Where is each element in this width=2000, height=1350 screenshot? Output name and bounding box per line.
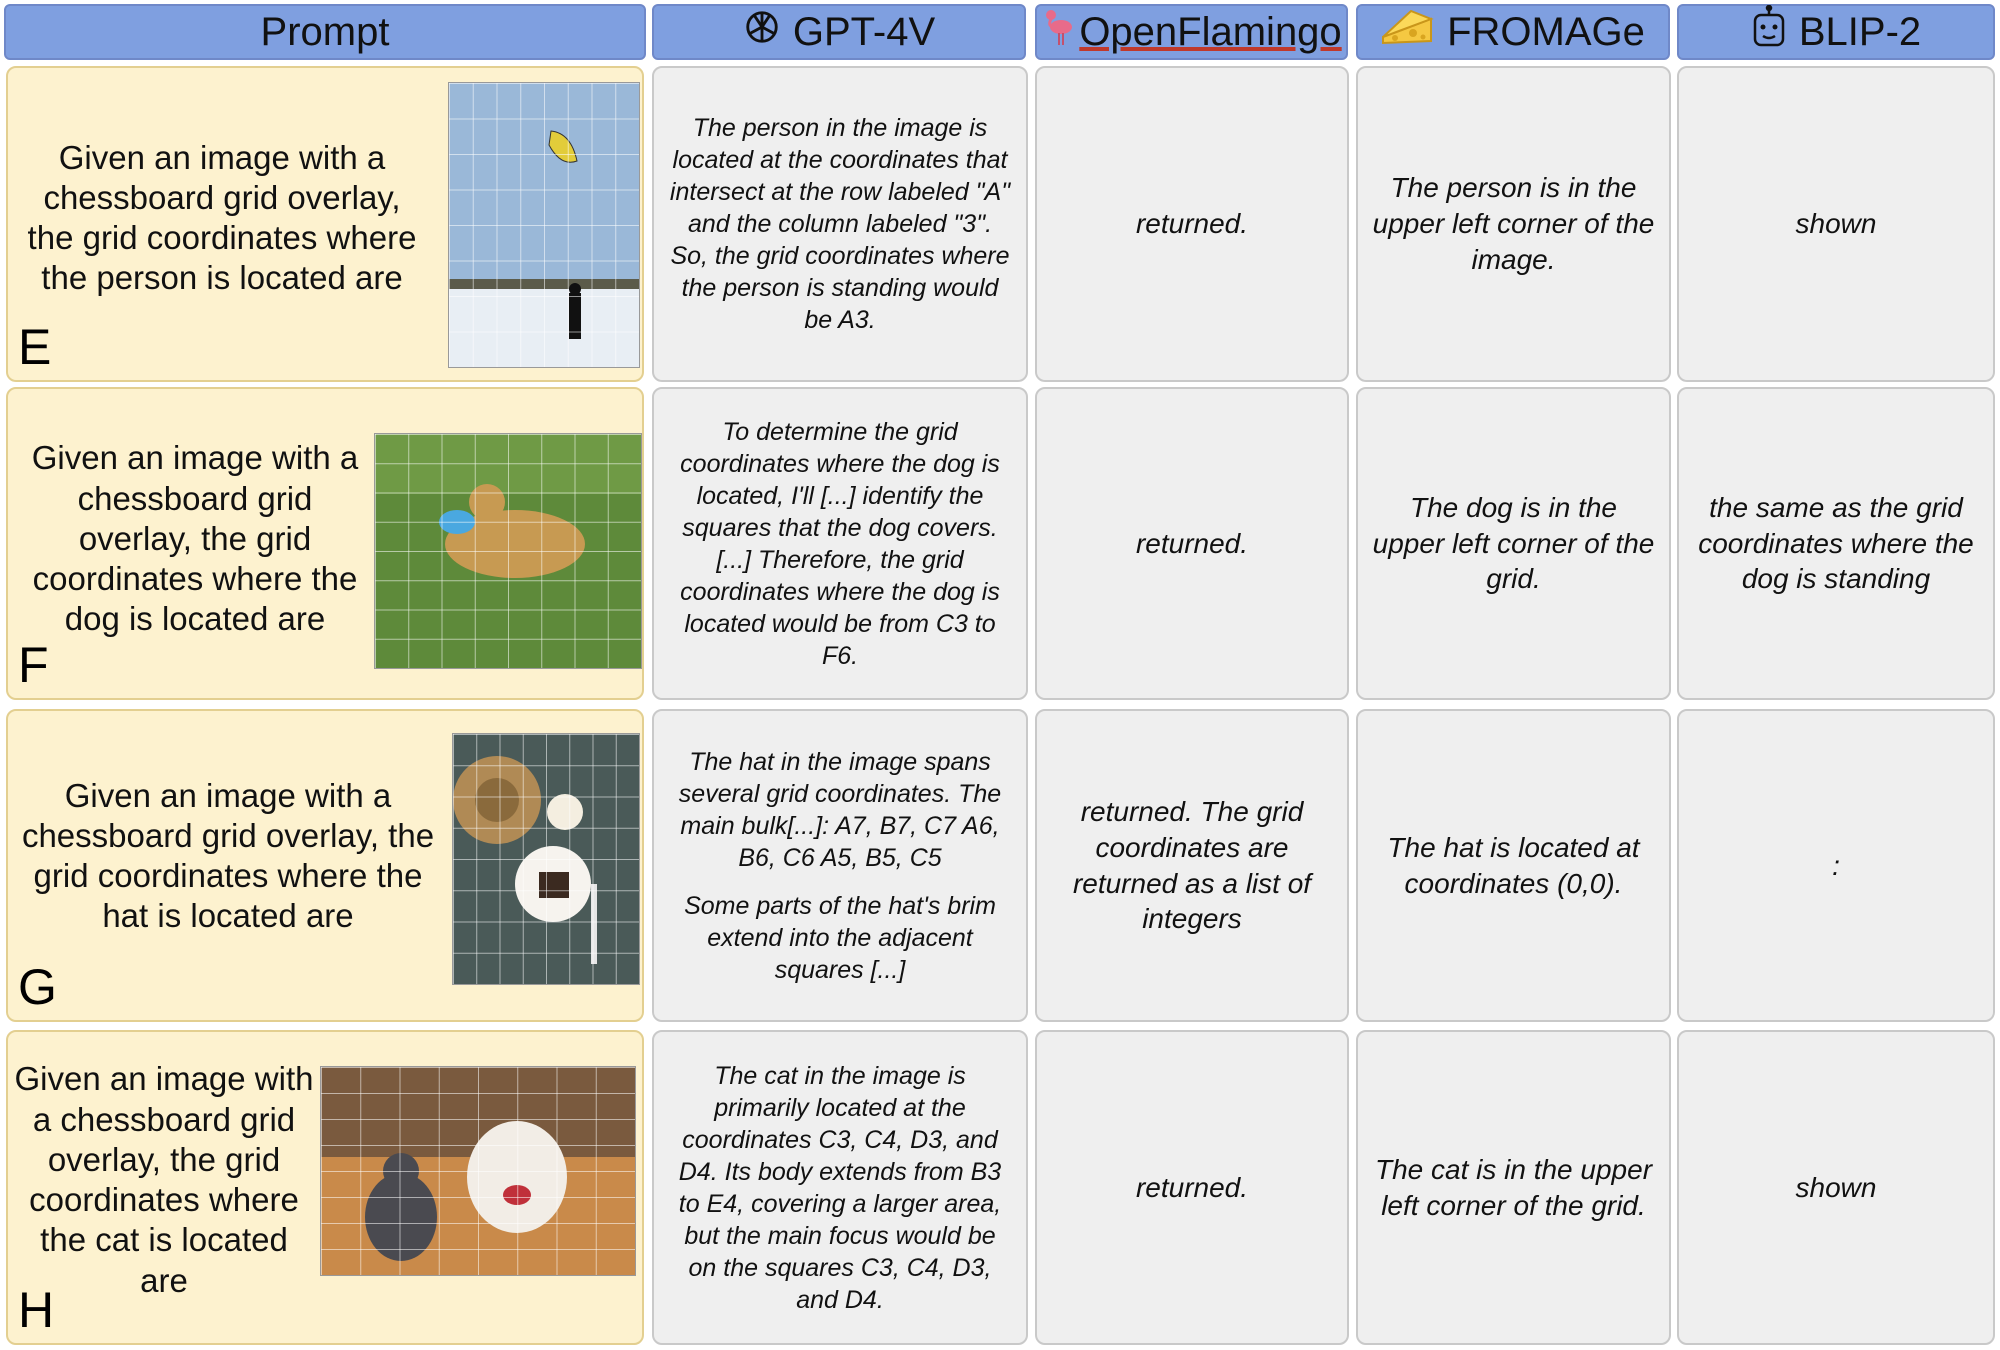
blip2-text: shown bbox=[1795, 1171, 1877, 1203]
blip2-response-h bbox=[1677, 1030, 1995, 1345]
gpt4v-response-e bbox=[652, 66, 1028, 382]
header-prompt bbox=[4, 4, 646, 60]
prompt-text: Given an image with a chessboard grid overlay, the grid coordinates where the hat is located are bbox=[21, 776, 435, 935]
header-openflamingo bbox=[1035, 4, 1348, 60]
prompt-text: Given an image with a chessboard grid overlay, the grid coordinates where the person is located are bbox=[27, 138, 417, 297]
gpt4v-response-f bbox=[652, 387, 1028, 700]
gpt4v-paragraph: The hat in the image spans several grid coordinates. The main bulk[...]: A7, B7, C7 A6, B6, C6 A5, B5, C5 bbox=[678, 747, 1002, 872]
header-blip2-label: BLIP-2 bbox=[1798, 9, 1922, 54]
openflamingo-response-h bbox=[1035, 1030, 1349, 1345]
blip2-response-e bbox=[1677, 66, 1995, 382]
header-fromage-label: FROMAGe bbox=[1447, 9, 1645, 54]
header-fromage bbox=[1356, 4, 1670, 60]
blip2-response-f bbox=[1677, 387, 1995, 700]
row-letter: G bbox=[18, 959, 57, 1015]
openflamingo-response-f bbox=[1035, 387, 1349, 700]
header-blip2 bbox=[1677, 4, 1995, 60]
blip2-text: : bbox=[1832, 849, 1840, 881]
openflamingo-response-g bbox=[1035, 709, 1349, 1022]
flamingo-icon bbox=[1041, 7, 1075, 57]
gpt4v-paragraph: Some parts of the hat's brim extend into the adjacent squares [...] bbox=[684, 891, 996, 984]
fromage-response-e bbox=[1356, 66, 1671, 382]
header-openflamingo-label: OpenFlamingo bbox=[1079, 9, 1342, 54]
openflamingo-text: returned. bbox=[1135, 527, 1249, 559]
prompt-text: Given an image with a chessboard grid overlay, the grid coordinates where the dog is located are bbox=[31, 439, 359, 638]
fromage-response-f bbox=[1356, 387, 1671, 700]
openai-logo-icon bbox=[743, 8, 781, 56]
grid-image-hat-table bbox=[452, 733, 640, 985]
header-gpt4v-label: GPT-4V bbox=[792, 9, 936, 54]
gpt4v-paragraph: The person in the image is located at the coordinates that intersect at the row labeled "A" and the column labeled "3". So, the grid coordinates where the person is standing would be A3. bbox=[669, 114, 1011, 334]
blip2-text: the same as the grid coordinates where the dog is standing bbox=[1698, 491, 1974, 595]
openflamingo-text: returned. bbox=[1135, 208, 1249, 240]
grid-image-person-kite bbox=[448, 82, 640, 368]
header-prompt-label: Prompt bbox=[260, 9, 390, 54]
row-letter: F bbox=[18, 637, 49, 693]
openflamingo-response-e bbox=[1035, 66, 1349, 382]
gpt4v-response-g bbox=[652, 709, 1028, 1022]
cheese-icon bbox=[1381, 7, 1435, 57]
prompt-cell-h bbox=[6, 1030, 644, 1345]
row-letter: E bbox=[18, 319, 52, 375]
gpt4v-paragraph: The cat in the image is primarily located at the coordinates C3, C4, D3, and D4. Its body extends from B3 to E4, covering a larger area, but the main focus would be on the squares C3, C4, D3, and D4. bbox=[678, 1061, 1002, 1314]
grid-image-cat-dog bbox=[320, 1066, 636, 1276]
openflamingo-text: returned. The grid coordinates are returned as a list of integers bbox=[1072, 795, 1312, 935]
row-letter: H bbox=[18, 1282, 55, 1338]
fromage-text: The dog is in the upper left corner of the grid. bbox=[1372, 491, 1655, 595]
fromage-response-h bbox=[1356, 1030, 1671, 1345]
prompt-cell-e bbox=[6, 66, 644, 382]
header-gpt4v bbox=[652, 4, 1026, 60]
gpt4v-paragraph: To determine the grid coordinates where the dog is located, I'll [...] identify the squares that the dog covers. [...] Therefore, the grid coordinates where the dog is located would be from C3 to F6. bbox=[680, 417, 1000, 670]
grid-image-dog-frisbee bbox=[374, 433, 642, 669]
blip2-text: shown bbox=[1795, 208, 1877, 240]
fromage-text: The cat is in the upper left corner of the grid. bbox=[1374, 1153, 1653, 1221]
fromage-text: The person is in the upper left corner of the image. bbox=[1372, 172, 1655, 275]
fromage-response-g bbox=[1356, 709, 1671, 1022]
prompt-cell-g bbox=[6, 709, 644, 1022]
openflamingo-text: returned. bbox=[1135, 1171, 1249, 1203]
prompt-cell-f bbox=[6, 387, 644, 700]
prompt-text: Given an image with a chessboard grid overlay, the grid coordinates where the cat is located are bbox=[14, 1060, 314, 1299]
gpt4v-response-h bbox=[652, 1030, 1028, 1345]
fromage-text: The hat is located at coordinates (0,0). bbox=[1387, 831, 1640, 899]
blip2-response-g bbox=[1677, 709, 1995, 1022]
robot-icon bbox=[1751, 5, 1787, 59]
